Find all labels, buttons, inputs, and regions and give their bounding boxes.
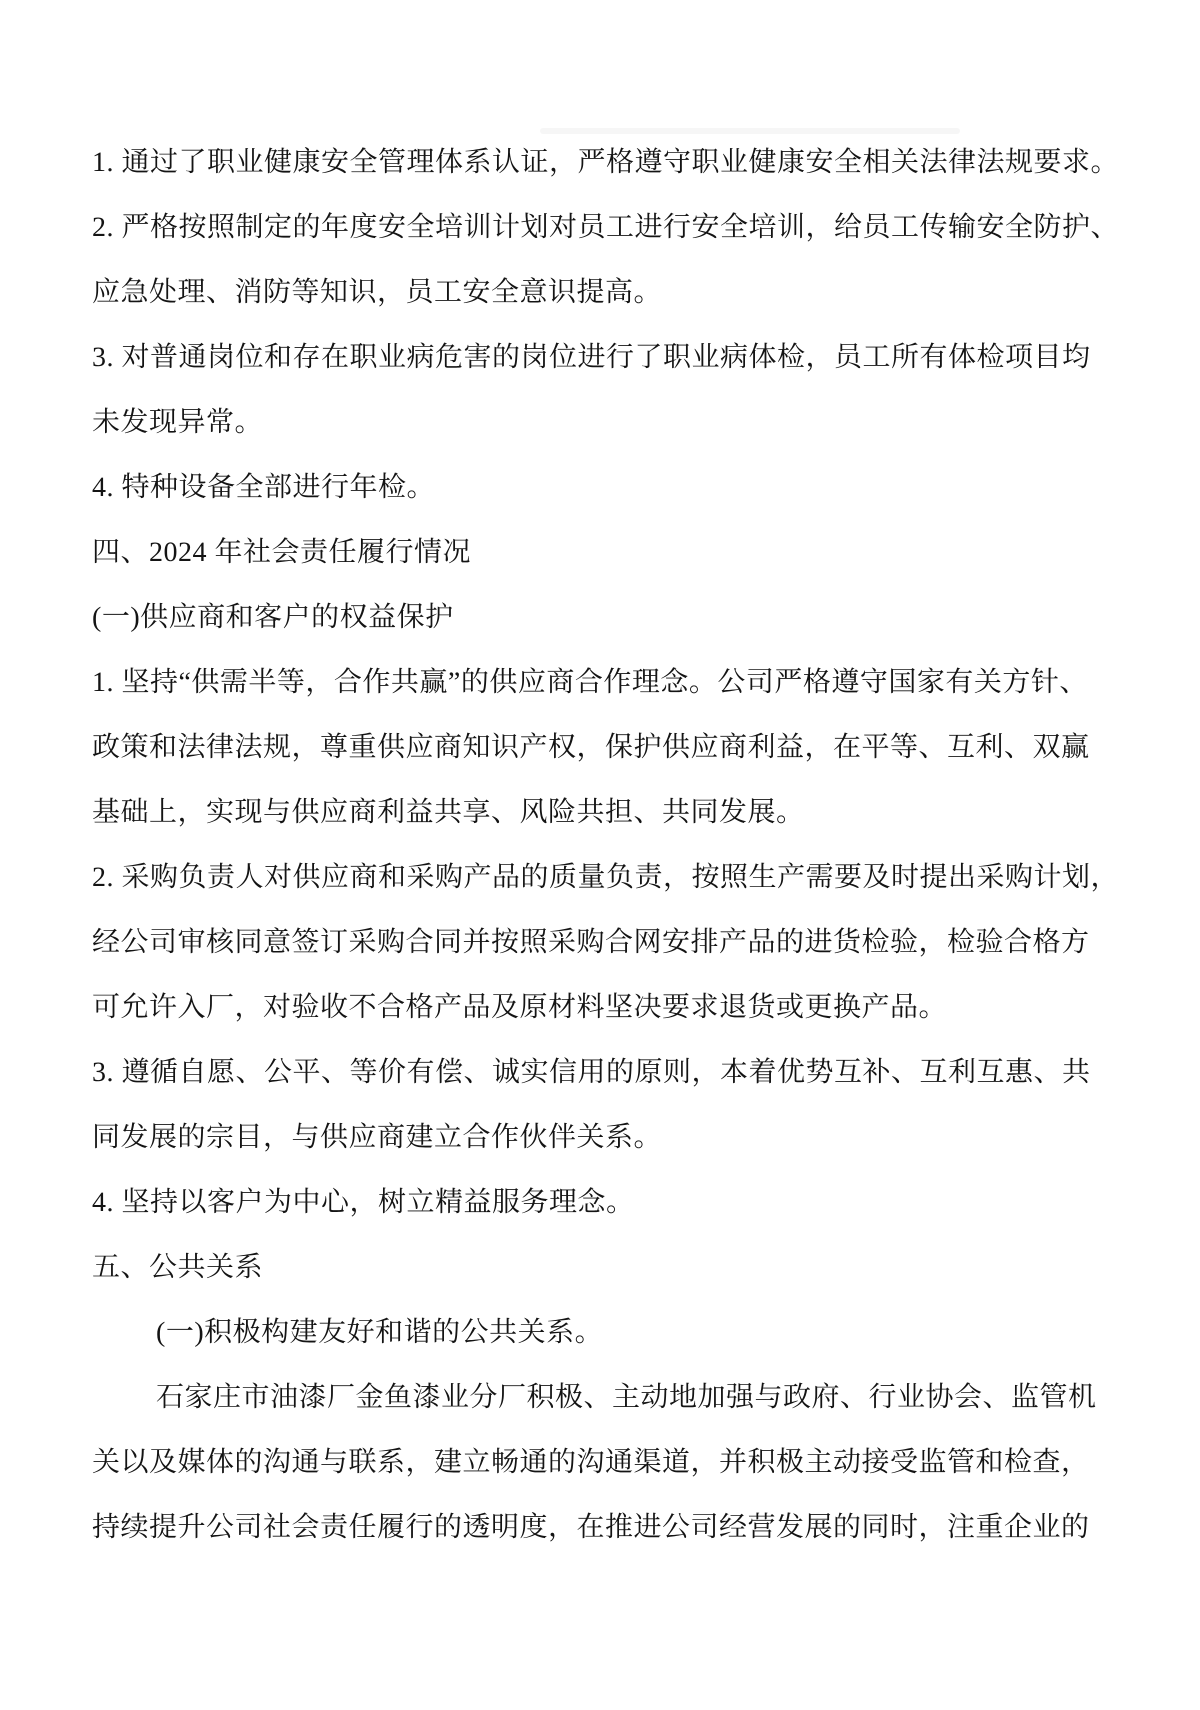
- text-line: 3. 遵循自愿、公平、等价有偿、诚实信用的原则，本着优势互补、互利互惠、共: [92, 1057, 1091, 1088]
- text-line: 政策和法律法规，尊重供应商知识产权，保护供应商利益，在平等、互利、双赢: [92, 732, 1090, 763]
- text-line: 未发现异常。: [92, 407, 264, 438]
- text-line: 关以及媒体的沟通与联系，建立畅通的沟通渠道，并积极主动接受监管和检查，: [92, 1447, 1090, 1478]
- text-line: 3. 对普通岗位和存在职业病危害的岗位进行了职业病体检，员工所有体检项目均: [92, 342, 1091, 373]
- text-line: (一)供应商和客户的权益保护: [92, 602, 454, 633]
- text-line: 4. 特种设备全部进行年检。: [92, 472, 436, 503]
- text-line: 经公司审核同意签订采购合同并按照采购合网安排产品的进货检验，检验合格方: [92, 927, 1090, 958]
- text-line: 1. 坚持“供需半等，合作共赢”的供应商合作理念。公司严格遵守国家有关方针、: [92, 667, 1088, 698]
- text-line: 应急处理、消防等知识，员工安全意识提高。: [92, 277, 663, 308]
- document-body: [92, 130, 1122, 1560]
- text-line: 4. 坚持以客户为中心，树立精益服务理念。: [92, 1187, 635, 1218]
- text-line: 持续提升公司社会责任履行的透明度，在推进公司经营发展的同时，注重企业的: [92, 1512, 1090, 1543]
- text-line: 2. 严格按照制定的年度安全培训计划对员工进行安全培训，给员工传输安全防护、: [92, 212, 1120, 243]
- text-line: 基础上，实现与供应商利益共享、风险共担、共同发展。: [92, 797, 805, 828]
- text-line: (一)积极构建友好和谐的公共关系。: [156, 1317, 604, 1348]
- text-line: 五、公共关系: [92, 1252, 264, 1283]
- text-line: 石家庄市油漆厂金鱼漆业分厂积极、主动地加强与政府、行业协会、监管机: [156, 1382, 1097, 1413]
- text-line: 可允许入厂，对验收不合格产品及原材料坚决要求退货或更换产品。: [92, 992, 948, 1023]
- text-line: 四、2024 年社会责任履行情况: [92, 537, 472, 568]
- text-line: 同发展的宗目，与供应商建立合作伙伴关系。: [92, 1122, 663, 1153]
- text-line: 1. 通过了职业健康安全管理体系认证，严格遵守职业健康安全相关法律法规要求。: [92, 147, 1120, 178]
- text-line: 2. 采购负责人对供应商和采购产品的质量负责，按照生产需要及时提出采购计划，: [92, 862, 1120, 893]
